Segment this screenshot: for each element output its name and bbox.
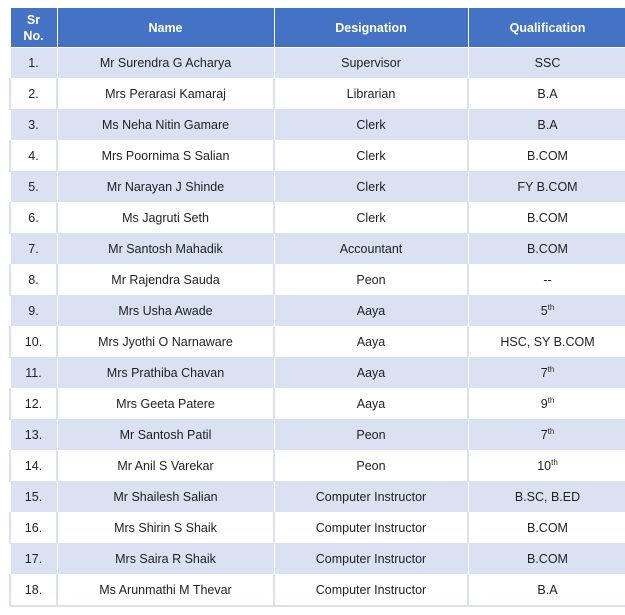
cell-designation-text: Clerk xyxy=(356,211,386,225)
cell-sr-no xyxy=(10,420,57,451)
cell-sr-no-text: 11. xyxy=(25,366,42,380)
cell-sr-no xyxy=(10,172,57,203)
cell-designation xyxy=(274,575,468,607)
cell-name-text: Mrs Geeta Patere xyxy=(116,397,215,411)
cell-designation xyxy=(274,513,468,544)
cell-qualification xyxy=(468,544,625,575)
cell-designation-text: Accountant xyxy=(339,242,403,256)
table-row xyxy=(10,234,625,265)
cell-name xyxy=(57,513,274,544)
cell-name xyxy=(57,575,274,607)
cell-qualification-text: B.COM xyxy=(527,211,568,225)
cell-designation-text: Aaya xyxy=(356,397,386,411)
cell-sr-no-text: 1. xyxy=(28,56,39,70)
cell-qualification-text: 5 xyxy=(540,304,548,318)
cell-sr-no-text: 10. xyxy=(24,335,43,349)
cell-qualification-text: 7 xyxy=(540,428,548,442)
cell-name xyxy=(57,358,274,389)
table-row xyxy=(10,265,625,296)
cell-designation-text: Aaya xyxy=(356,366,386,380)
cell-sr-no-text: 16. xyxy=(24,521,43,535)
table-row xyxy=(10,389,625,420)
cell-sr-no xyxy=(10,141,57,172)
cell-name xyxy=(57,141,274,172)
cell-qualification xyxy=(468,575,625,607)
cell-name-text: Mrs Shirin S Shaik xyxy=(114,521,217,535)
cell-designation xyxy=(274,141,468,172)
ordinal-suffix: th xyxy=(547,395,555,405)
cell-name-text: Mrs Poornima S Salian xyxy=(101,149,230,163)
cell-qualification-text: B.COM xyxy=(527,149,568,163)
ordinal-suffix: th xyxy=(551,457,558,467)
header-sr-line1: Sr xyxy=(26,12,41,27)
table-row xyxy=(10,48,625,79)
cell-sr-no-text: 14. xyxy=(24,459,43,473)
cell-designation xyxy=(274,48,468,79)
cell-sr-no-text: 3. xyxy=(28,118,39,132)
cell-sr-no-text: 4. xyxy=(28,149,39,163)
cell-sr-no xyxy=(10,451,57,482)
cell-name xyxy=(57,327,274,358)
cell-name xyxy=(57,203,274,234)
cell-name-text: Mr Shailesh Salian xyxy=(113,490,218,504)
cell-sr-no xyxy=(10,544,57,575)
cell-name-text: Mr Rajendra Sauda xyxy=(111,273,220,287)
cell-name-text: Mrs Saira R Shaik xyxy=(115,552,216,566)
cell-name-text: Mr Narayan J Shinde xyxy=(106,180,225,194)
cell-name xyxy=(57,451,274,482)
staff-table xyxy=(9,7,625,607)
cell-designation xyxy=(274,389,468,420)
header-sr-no xyxy=(10,8,57,48)
cell-sr-no xyxy=(10,203,57,234)
cell-qualification xyxy=(468,358,625,389)
cell-qualification-text: 7 xyxy=(540,366,548,380)
cell-sr-no xyxy=(10,296,57,327)
cell-name xyxy=(57,482,274,513)
cell-sr-no-text: 18. xyxy=(24,583,43,597)
cell-designation xyxy=(274,544,468,575)
table-row xyxy=(10,358,625,389)
cell-qualification-text: SSC xyxy=(534,56,561,70)
cell-qualification-text: B.A xyxy=(537,87,558,101)
cell-sr-no xyxy=(10,327,57,358)
cell-qualification xyxy=(468,513,625,544)
cell-name-text: Mr Surendra G Acharya xyxy=(99,56,232,70)
table-row xyxy=(10,110,625,141)
cell-sr-no xyxy=(10,358,57,389)
table-row xyxy=(10,141,625,172)
cell-designation-text: Peon xyxy=(356,428,386,442)
cell-designation-text: Computer Instructor xyxy=(315,490,427,504)
cell-name xyxy=(57,420,274,451)
cell-sr-no xyxy=(10,79,57,110)
cell-qualification xyxy=(468,48,625,79)
cell-designation xyxy=(274,451,468,482)
table-row xyxy=(10,544,625,575)
table-row xyxy=(10,482,625,513)
cell-qualification-text: B.A xyxy=(537,118,558,132)
cell-qualification-text: HSC, SY B.COM xyxy=(500,335,595,349)
cell-designation xyxy=(274,482,468,513)
cell-sr-no-text: 9. xyxy=(28,304,39,318)
cell-designation-text: Clerk xyxy=(356,149,386,163)
table-row xyxy=(10,172,625,203)
cell-designation-text: Clerk xyxy=(356,118,386,132)
cell-sr-no-text: 6. xyxy=(28,211,39,225)
cell-name-text: Mr Santosh Mahadik xyxy=(108,242,223,256)
cell-qualification-text: B.A xyxy=(537,583,558,597)
cell-name xyxy=(57,48,274,79)
header-sr-line2: No. xyxy=(23,28,44,43)
cell-sr-no-text: 7. xyxy=(28,242,39,256)
cell-qualification-text: B.SC, B.ED xyxy=(514,490,581,504)
cell-qualification xyxy=(468,79,625,110)
cell-designation xyxy=(274,420,468,451)
cell-qualification xyxy=(468,482,625,513)
cell-name xyxy=(57,265,274,296)
cell-name-text: Ms Jagruti Seth xyxy=(122,211,209,225)
cell-name xyxy=(57,234,274,265)
cell-qualification-text: -- xyxy=(543,273,552,287)
cell-designation xyxy=(274,296,468,327)
cell-sr-no xyxy=(10,482,57,513)
cell-qualification-text: B.COM xyxy=(527,242,568,256)
cell-sr-no-text: 13. xyxy=(24,428,43,442)
ordinal-suffix: th xyxy=(547,364,555,374)
cell-name-text: Mrs Jyothi O Narnaware xyxy=(98,335,233,349)
cell-name xyxy=(57,172,274,203)
cell-designation-text: Supervisor xyxy=(341,56,401,70)
table-row xyxy=(10,203,625,234)
cell-name xyxy=(57,79,274,110)
table-row xyxy=(10,79,625,110)
cell-qualification xyxy=(468,296,625,327)
cell-designation xyxy=(274,327,468,358)
cell-sr-no-text: 8. xyxy=(28,273,39,287)
cell-designation-text: Aaya xyxy=(356,335,386,349)
cell-name-text: Mrs Perarasi Kamaraj xyxy=(105,87,226,101)
cell-name-text: Mrs Prathiba Chavan xyxy=(106,366,225,380)
cell-designation xyxy=(274,265,468,296)
cell-qualification xyxy=(468,265,625,296)
cell-name xyxy=(57,110,274,141)
cell-designation xyxy=(274,234,468,265)
cell-qualification-text: 10 xyxy=(537,459,552,473)
cell-qualification-text: 9 xyxy=(540,397,548,411)
cell-name-text: Mrs Usha Awade xyxy=(118,304,213,318)
cell-sr-no xyxy=(10,110,57,141)
cell-sr-no-text: 15. xyxy=(24,490,43,504)
header-qualification: Qualification xyxy=(468,8,625,48)
cell-designation xyxy=(274,172,468,203)
cell-designation-text: Aaya xyxy=(356,304,386,318)
cell-qualification xyxy=(468,327,625,358)
cell-qualification xyxy=(468,141,625,172)
cell-qualification xyxy=(468,110,625,141)
cell-designation-text: Peon xyxy=(356,273,386,287)
cell-sr-no xyxy=(10,48,57,79)
header-name: Name xyxy=(57,8,274,48)
cell-sr-no xyxy=(10,389,57,420)
cell-designation-text: Computer Instructor xyxy=(315,583,427,597)
cell-name xyxy=(57,389,274,420)
cell-sr-no-text: 2. xyxy=(28,87,39,101)
cell-qualification xyxy=(468,234,625,265)
cell-designation xyxy=(274,110,468,141)
table-row xyxy=(10,420,625,451)
cell-name-text: Ms Neha Nitin Gamare xyxy=(101,118,230,132)
table-row xyxy=(10,513,625,544)
cell-qualification xyxy=(468,420,625,451)
cell-qualification-text: FY B.COM xyxy=(517,180,578,194)
table-row xyxy=(10,575,625,607)
header-designation: Designation xyxy=(274,8,468,48)
cell-designation xyxy=(274,79,468,110)
cell-designation-text: Computer Instructor xyxy=(315,521,427,535)
cell-qualification xyxy=(468,203,625,234)
table-row xyxy=(10,451,625,482)
cell-qualification xyxy=(468,172,625,203)
cell-qualification-text: B.COM xyxy=(527,552,568,566)
cell-designation-text: Computer Instructor xyxy=(315,552,427,566)
table-row xyxy=(10,296,625,327)
cell-name-text: Ms Arunmathi M Thevar xyxy=(99,583,232,597)
cell-designation-text: Librarian xyxy=(346,87,396,101)
cell-name-text: Mr Anil S Varekar xyxy=(117,459,214,473)
cell-designation xyxy=(274,203,468,234)
cell-name-text: Mr Santosh Patil xyxy=(119,428,212,442)
cell-designation-text: Peon xyxy=(356,459,386,473)
table-body xyxy=(10,48,625,607)
header-row xyxy=(10,8,625,48)
cell-sr-no-text: 12. xyxy=(24,397,43,411)
ordinal-suffix: th xyxy=(547,426,555,436)
cell-qualification xyxy=(468,451,625,482)
cell-qualification xyxy=(468,389,625,420)
cell-sr-no-text: 17. xyxy=(24,552,43,566)
cell-name xyxy=(57,296,274,327)
cell-sr-no xyxy=(10,513,57,544)
cell-sr-no xyxy=(10,575,57,607)
table-row xyxy=(10,327,625,358)
table-header xyxy=(10,8,625,48)
cell-sr-no-text: 5. xyxy=(28,180,39,194)
cell-designation-text: Clerk xyxy=(356,180,386,194)
cell-sr-no xyxy=(10,265,57,296)
cell-qualification-text: B.COM xyxy=(527,521,568,535)
cell-name xyxy=(57,544,274,575)
cell-sr-no xyxy=(10,234,57,265)
ordinal-suffix: th xyxy=(547,302,555,312)
cell-designation xyxy=(274,358,468,389)
